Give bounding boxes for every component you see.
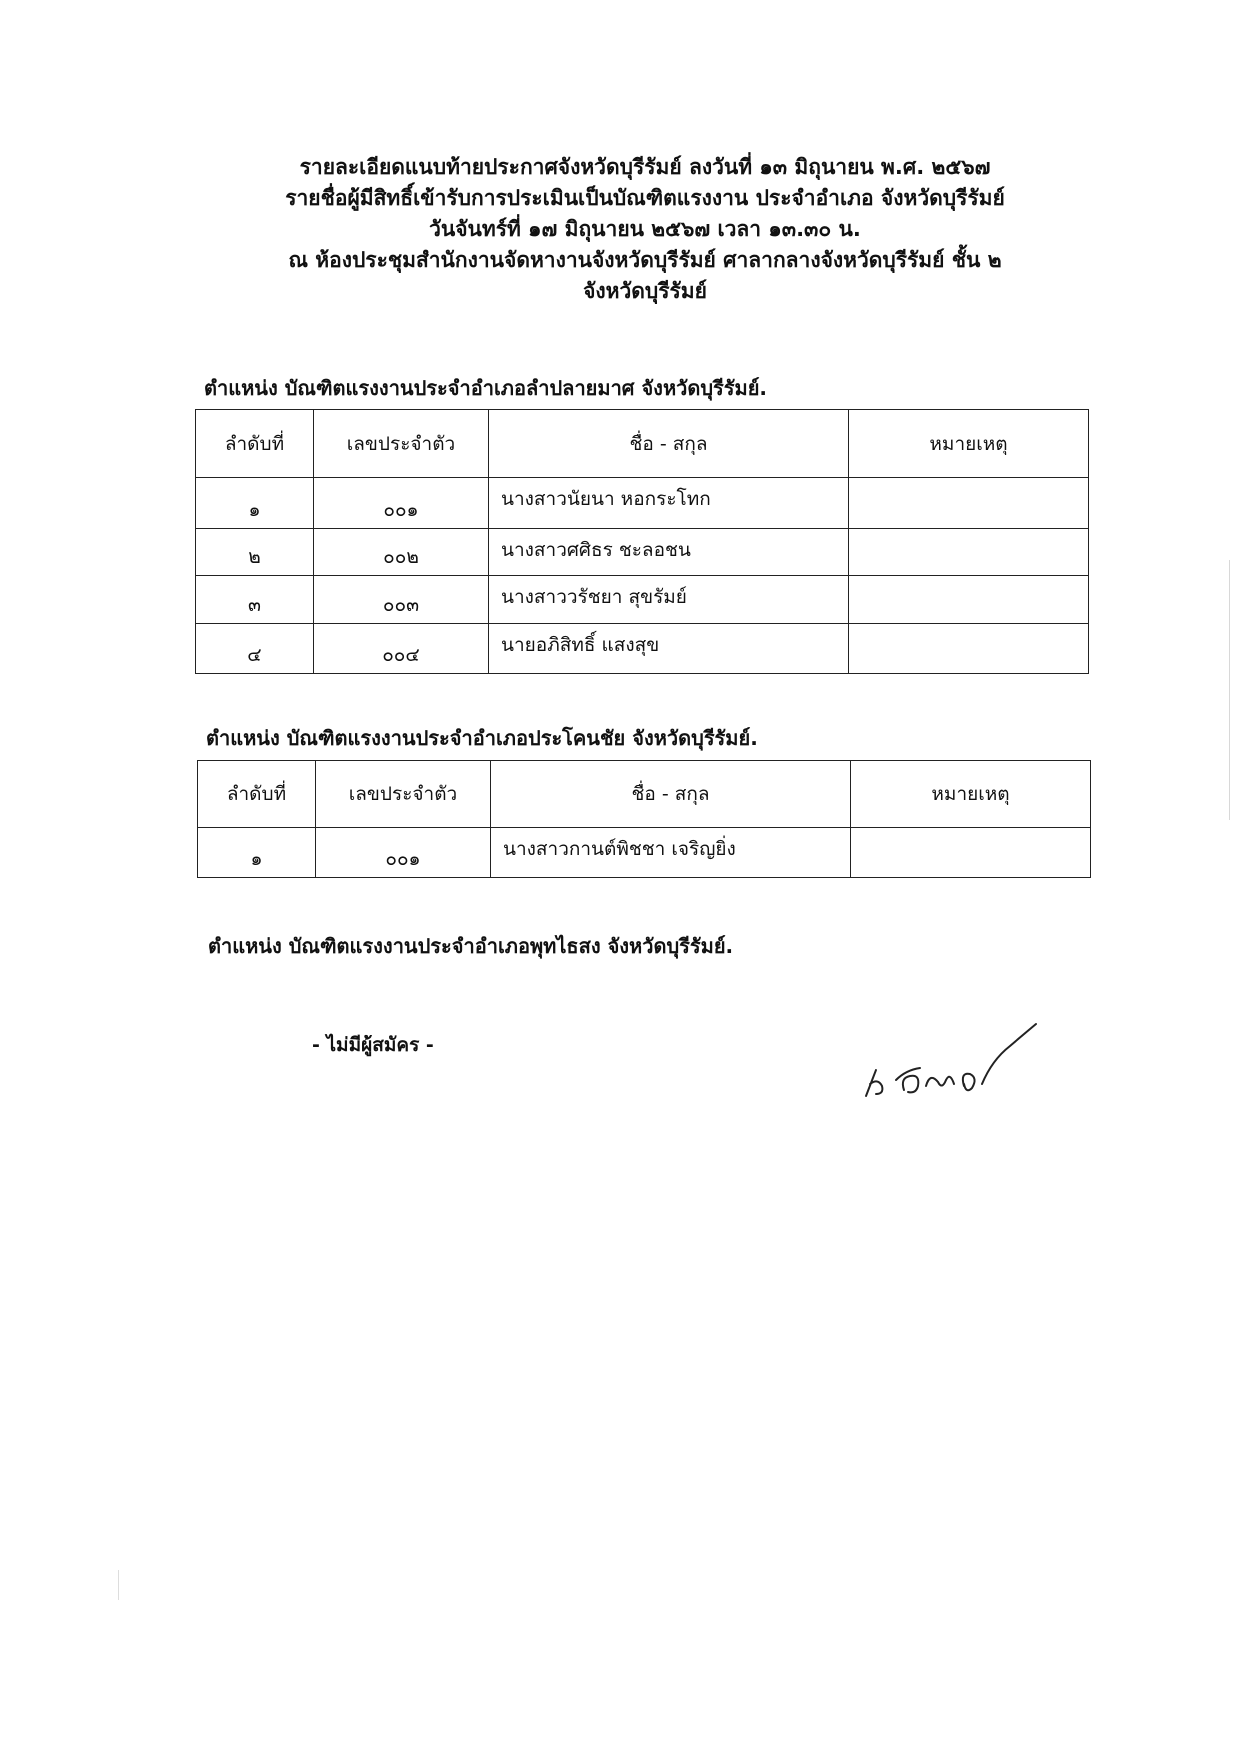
header-line-2: รายชื่อผู้มีสิทธิ์เข้ารับการประเมินเป็นบัณฑิตแรงงาน ประจำอำเภอ จังหวัดบุรีรัมย์	[285, 186, 1005, 210]
col-header-id: เลขประจำตัว	[316, 761, 491, 828]
row-remark	[849, 624, 1089, 674]
header-line-1: รายละเอียดแนบท้ายประกาศจังหวัดบุรีรัมย์ ลงวันที่ ๑๓ มิถุนายน พ.ศ. ๒๕๖๗	[299, 155, 991, 179]
row-name: นางสาวนัยนา หอกระโทก	[489, 478, 849, 529]
col-header-remark: หมายเหตุ	[851, 761, 1091, 828]
row-remark	[849, 529, 1089, 576]
row-id: ๐๐๓	[314, 576, 489, 624]
header-line-3: วันจันทร์ที่ ๑๗ มิถุนายน ๒๕๖๗ เวลา ๑๓.๓๐ น.	[429, 217, 861, 241]
col-header-id: เลขประจำตัว	[314, 410, 489, 478]
row-remark	[849, 478, 1089, 529]
row-id: ๐๐๑	[314, 478, 489, 529]
scan-edge-mark	[118, 1570, 119, 1600]
row-order: ๑	[198, 828, 316, 878]
col-header-order: ลำดับที่	[198, 761, 316, 828]
row-name: นางสาวศศิธร ชะลอชน	[489, 529, 849, 576]
table-row	[196, 478, 1089, 529]
header-line-4: ณ ห้องประชุมสำนักงานจัดหางานจังหวัดบุรีรัมย์ ศาลากลางจังหวัดบุรีรัมย์ ชั้น ๒	[288, 248, 1002, 272]
col-header-order: ลำดับที่	[196, 410, 314, 478]
row-order: ๔	[196, 624, 314, 674]
row-order: ๓	[196, 576, 314, 624]
section-title-phutthaisong: ตำแหน่ง บัณฑิตแรงงานประจำอำเภอพุทไธสง จังหวัดบุรีรัมย์.	[208, 934, 734, 958]
row-order: ๒	[196, 529, 314, 576]
row-remark	[849, 576, 1089, 624]
row-id: ๐๐๑	[316, 828, 491, 878]
table-row	[196, 576, 1089, 624]
row-name: นางสาววรัชยา สุขรัมย์	[489, 576, 849, 624]
col-header-name: ชื่อ - สกุล	[491, 761, 851, 828]
row-name: นายอภิสิทธิ์ แสงสุข	[489, 624, 849, 674]
col-header-name: ชื่อ - สกุล	[489, 410, 849, 478]
section-title-lamplaimat: ตำแหน่ง บัณฑิตแรงงานประจำอำเภอลำปลายมาศ จังหวัดบุรีรัมย์.	[204, 376, 768, 400]
table-row	[198, 828, 1091, 878]
row-name: นางสาวกานต์พิชชา เจริญยิ่ง	[491, 828, 851, 878]
table-row	[196, 624, 1089, 674]
col-header-remark: หมายเหตุ	[849, 410, 1089, 478]
table-lamplaimat	[195, 409, 1089, 674]
row-remark	[851, 828, 1091, 878]
header-line-5: จังหวัดบุรีรัมย์	[583, 279, 707, 303]
table-header-row	[196, 410, 1089, 478]
table-prakhonchai	[197, 760, 1091, 878]
document-header	[200, 152, 1090, 307]
row-id: ๐๐๔	[314, 624, 489, 674]
section-title-prakhonchai: ตำแหน่ง บัณฑิตแรงงานประจำอำเภอประโคนชัย จังหวัดบุรีรัมย์.	[206, 726, 758, 750]
handwritten-signature-icon	[860, 1020, 1060, 1100]
row-order: ๑	[196, 478, 314, 529]
no-applicants-note: - ไม่มีผู้สมัคร -	[312, 1034, 434, 1056]
table-header-row	[198, 761, 1091, 828]
row-id: ๐๐๒	[314, 529, 489, 576]
table-row	[196, 529, 1089, 576]
scan-edge-mark	[1229, 560, 1230, 820]
